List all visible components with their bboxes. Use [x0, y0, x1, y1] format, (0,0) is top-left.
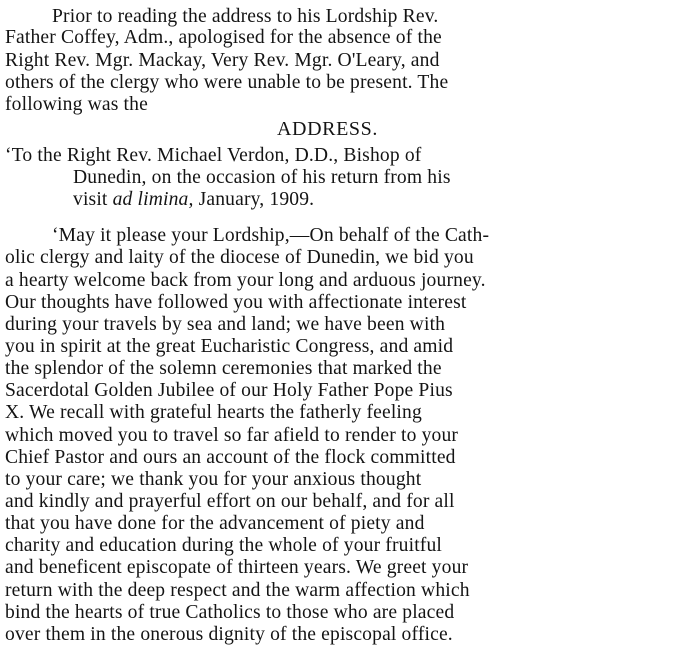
intro-line: Prior to reading the address to his Lordship Rev.	[52, 6, 439, 27]
body-line: Chief Pastor and ours an account of the flock committed	[5, 447, 456, 468]
body-line: a hearty welcome back from your long and arduous journey.	[5, 270, 486, 291]
body-line: charity and education during the whole of your fruitful	[5, 535, 443, 556]
latin-phrase: ad limina,	[112, 189, 194, 210]
body-line: and kindly and prayerful effort on our behalf, and for all	[5, 491, 455, 512]
address-heading: ADDRESS.	[277, 118, 378, 140]
salutation-line: ‘To the Right Rev. Michael Verdon, D.D., Bishop of	[5, 145, 422, 166]
intro-line: following was the	[5, 94, 148, 115]
intro-line: Father Coffey, Adm., apologised for the absence of the	[5, 27, 442, 48]
body-line: ‘May it please your Lordship,—On behalf of the Cath-	[52, 225, 490, 246]
body-line: which moved you to travel so far afield to render to your	[5, 425, 459, 446]
body-line: olic clergy and laity of the diocese of Dunedin, we bid you	[5, 247, 474, 268]
intro-line: Right Rev. Mgr. Mackay, Very Rev. Mgr. O'Leary, and	[5, 50, 440, 71]
body-line: return with the deep respect and the warm affection which	[5, 580, 470, 601]
body-line: Sacerdotal Golden Jubilee of our Holy Father Pope Pius	[5, 380, 453, 401]
body-line: the splendor of the solemn ceremonies that marked the	[5, 358, 442, 379]
salutation-text: January, 1909.	[193, 189, 315, 210]
body-line: Our thoughts have followed you with affectionate interest	[5, 292, 467, 313]
intro-line: others of the clergy who were unable to be present. The	[5, 72, 449, 93]
body-line: you in spirit at the great Eucharistic Congress, and amid	[5, 336, 454, 357]
body-line: and beneficent episcopate of thirteen years. We greet your	[5, 557, 469, 578]
body-line: X. We recall with grateful hearts the fatherly feeling	[5, 402, 422, 423]
salutation-line: Dunedin, on the occasion of his return from his	[73, 167, 451, 188]
body-line: during your travels by sea and land; we have been with	[5, 314, 446, 335]
body-line: to your care; we thank you for your anxious thought	[5, 469, 422, 490]
salutation-text: visit	[73, 189, 113, 210]
body-line: that you have done for the advancement of piety and	[5, 513, 425, 534]
body-line: over them in the onerous dignity of the episcopal office.	[5, 624, 453, 645]
body-line: bind the hearts of true Catholics to those who are placed	[5, 602, 455, 623]
salutation-line	[73, 189, 314, 211]
